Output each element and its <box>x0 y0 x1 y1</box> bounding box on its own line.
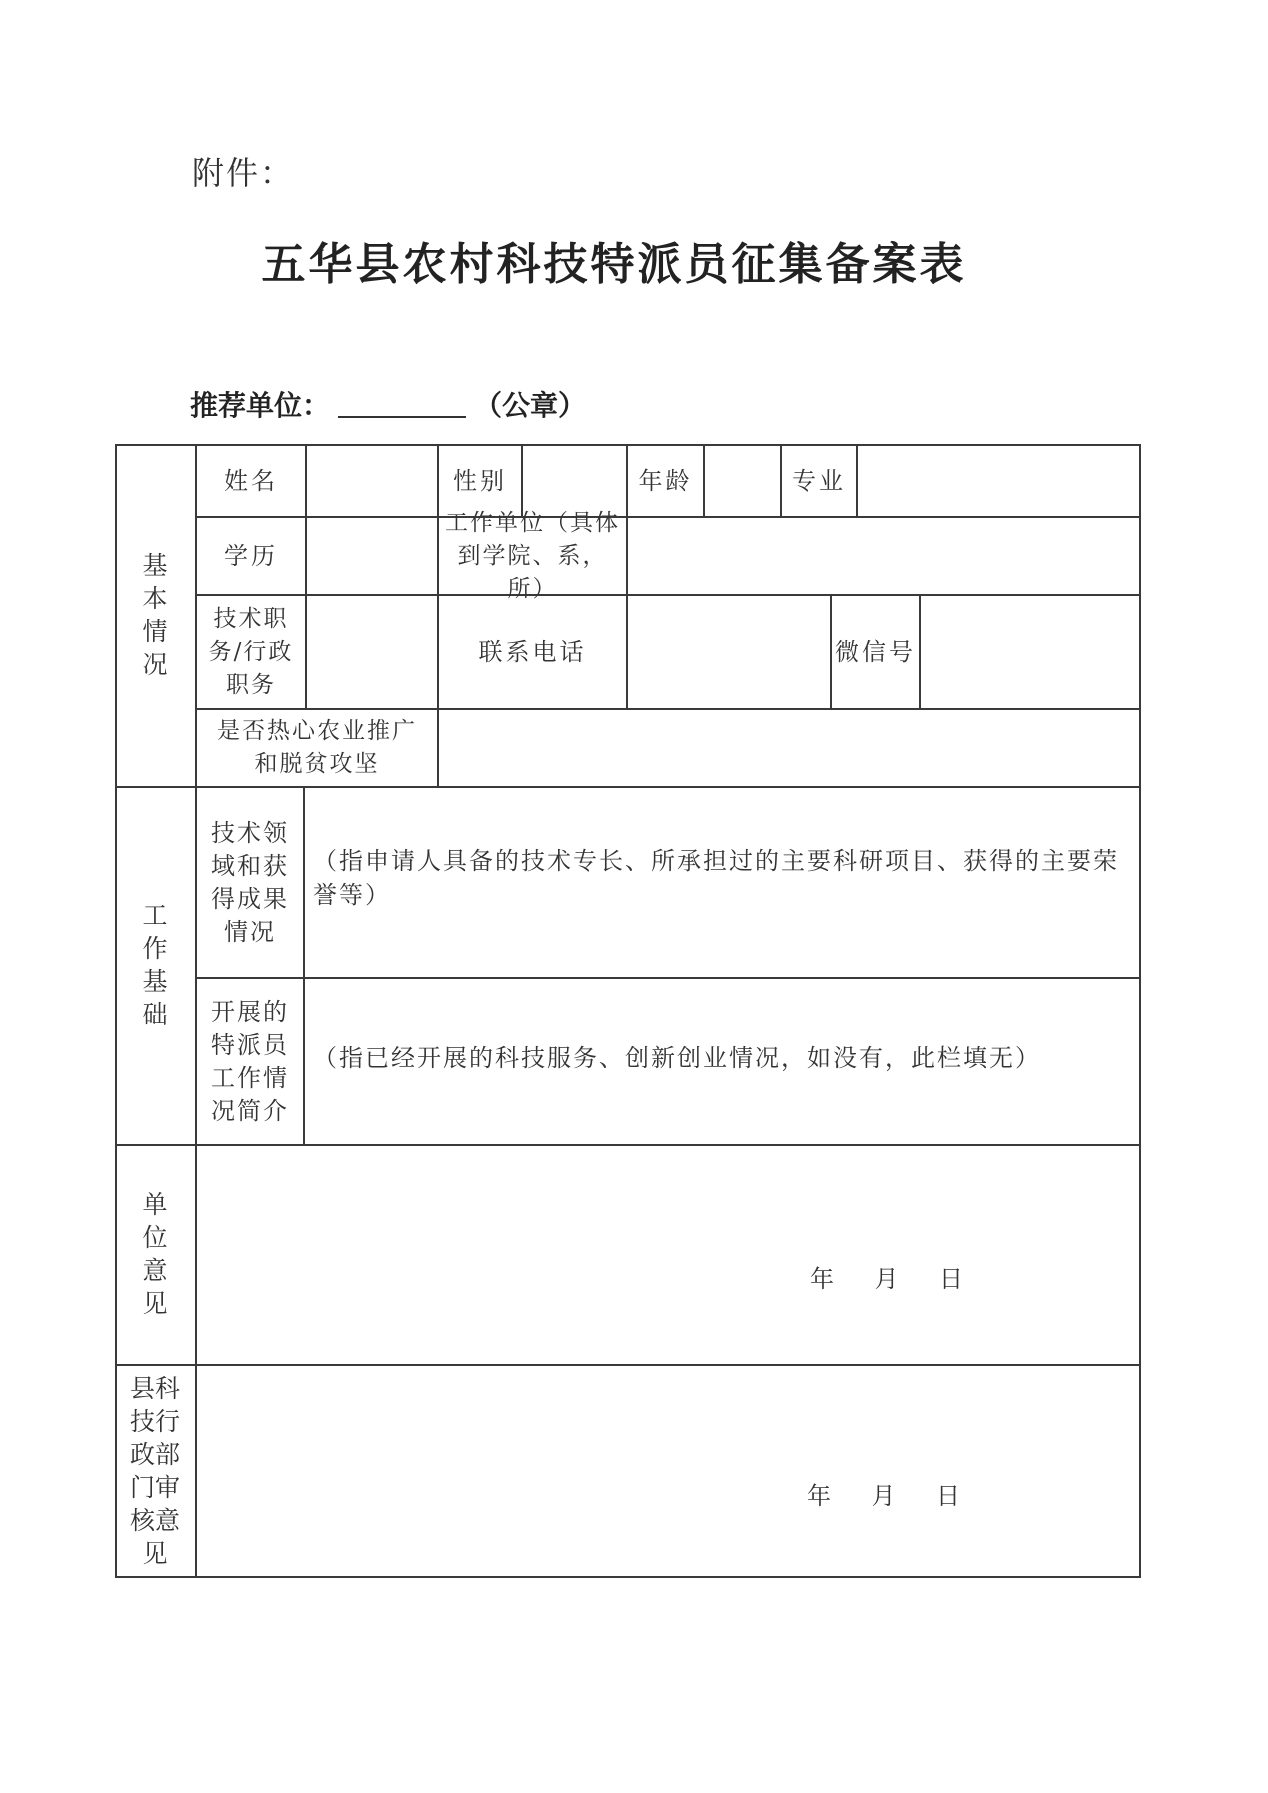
section-unit-opinion: 单 位 意 见 <box>142 1190 168 1318</box>
label-major: 专业 <box>792 467 846 495</box>
label-phone: 联系电话 <box>478 638 587 666</box>
table-border-bottom <box>115 1576 1141 1578</box>
section-work-basis: 工 作 基 础 <box>142 901 168 1029</box>
field-workplace[interactable] <box>628 518 1139 594</box>
label-name: 姓名 <box>224 467 278 495</box>
field-gender[interactable] <box>523 446 626 516</box>
unit-opinion-area[interactable] <box>197 1146 1139 1364</box>
attachment-label: 附件： <box>192 154 295 192</box>
field-phone[interactable] <box>628 596 830 708</box>
seal-label: （公章） <box>474 389 587 422</box>
recommend-unit-label: 推荐单位： <box>190 389 331 422</box>
label-gender: 性别 <box>453 467 507 495</box>
recommend-unit-row <box>190 384 586 424</box>
label-work-intro: 开展的 特派员 工作情 况简介 <box>211 997 289 1125</box>
field-wechat[interactable] <box>921 596 1139 708</box>
registration-form-table <box>115 444 1141 1578</box>
work-intro-hint[interactable]: （指已经开展的科技服务、创新创业情况，如没有，此栏填无） <box>313 1044 1041 1072</box>
col-line-work-label <box>303 786 305 1144</box>
label-education: 学历 <box>224 542 278 570</box>
tech-field-hint[interactable]: （指申请人具备的技术专长、所承担过的主要科研项目、获得的主要荣誉等） <box>313 847 1119 909</box>
row-line-work <box>195 977 1141 979</box>
county-review-area[interactable] <box>197 1366 1139 1576</box>
field-age[interactable] <box>705 446 780 516</box>
label-title-post: 技术职 务/行政 职务 <box>208 605 294 698</box>
label-workplace: 工作单位（具体 到学院、系，所） <box>445 509 620 602</box>
section-basic-info: 基 本 情 况 <box>142 551 168 679</box>
label-wechat: 微信号 <box>835 638 916 666</box>
field-name[interactable] <box>307 446 437 516</box>
county-review-date: 年 月 日 <box>807 1482 963 1510</box>
unit-opinion-date: 年 月 日 <box>810 1265 966 1293</box>
label-age: 年龄 <box>638 467 693 495</box>
field-enthusiasm[interactable] <box>439 710 1139 786</box>
table-border-right <box>1139 444 1141 1578</box>
field-major[interactable] <box>858 446 1139 516</box>
field-education[interactable] <box>307 518 437 594</box>
form-title: 五华县农村科技特派员征集备案表 <box>261 239 967 290</box>
recommend-unit-blank[interactable] <box>338 386 466 418</box>
field-title-post[interactable] <box>307 596 437 708</box>
label-enthusiasm: 是否热心农业推广 和脱贫攻坚 <box>217 718 417 777</box>
section-county-review: 县科 技行 政部 门审 核意 见 <box>129 1374 180 1568</box>
label-tech-field: 技术领 域和获 得成果 情况 <box>211 818 289 946</box>
